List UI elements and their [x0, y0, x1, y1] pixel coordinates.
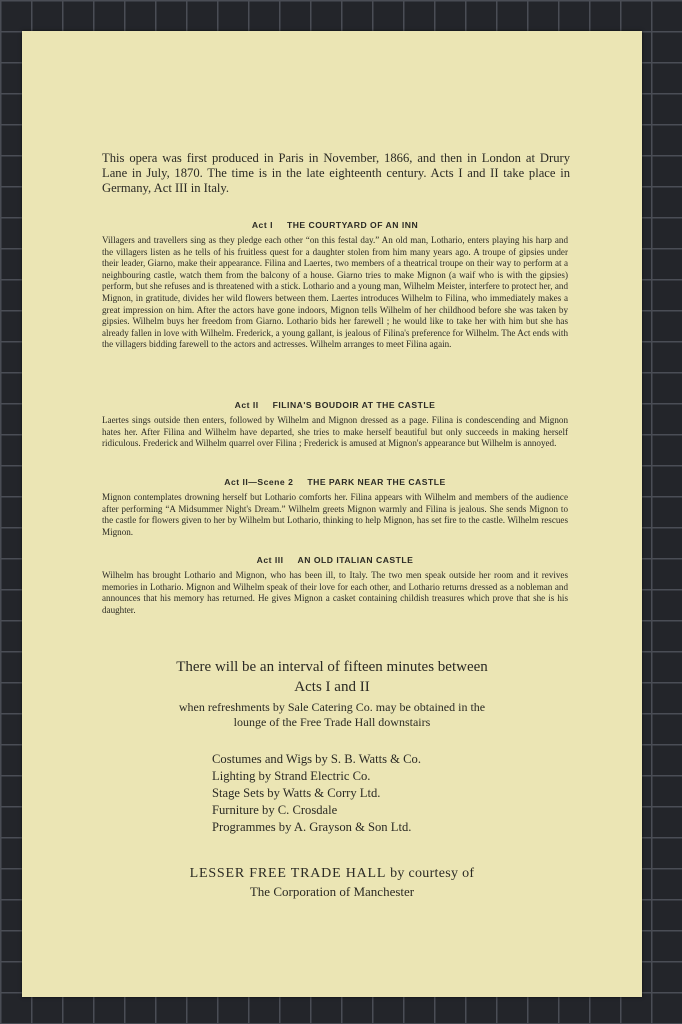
act-synopsis: Mignon contemplates drowning herself but Lothario comforts her. Filina appears with Wilhelm and members of the audience after performing “A Midsummer Night's Dream.” Wilhelm greets Mignon warmly and Filina is jealous. She sends Mignon to the castle for flowers given to her by Wilhelm but Lothario, thinking to help Mignon, has set fire to the castle. Wilhelm rescues Mignon.: [102, 492, 568, 537]
courtesy-text: by courtesy of: [390, 866, 475, 881]
credit-line: Furniture by C. Crosdale: [212, 803, 338, 817]
act-synopsis: Villagers and travellers sing as they pledge each other “on this festal day.” An old man, Lothario, enters playing his harp and the villagers listen as he tells of his fruitless quest for a daughter stolen from him many years ago. A troupe of gipsies under their leader, Giarno, make their appearance. Filina and Laertes, two members of a theatrical troupe on their way to perform at a neighbouring castle, watch them from the balcony of a house. Giarno tries to make Mignon (a waif who is with the gipsies) perform, but she refuses and is threatened with a stick. Lothario and a young man, Wilhelm Meister, interfere to protect her, and Mignon, in gratitude, divides her wild flowers between them. Laertes introduces Wilhelm to Filina, who immediately makes a great impression on him. After the actors have gone indoors, Mignon tells Wilhelm of her childhood before she was taken by gipsies. Wilhelm buys her freedom from Giarno. Lothario bids her farewell ; he would like to take her with him but she has already fallen in love with Wilhelm. Frederick, a young gallant, is jealous of Filina's preference for Wilhelm. The Act ends with the villagers bidding farewell to the actors and actresses. Wilhelm arranges to meet Filina again.: [102, 235, 568, 350]
act-synopsis: Wilhelm has brought Lothario and Mignon, who has been ill, to Italy. The two men speak outside her room and it revives memories in Lothario. Mignon and Wilhelm speak of their love for each other, and Lothario returns dressed as a nobleman and announces that his memory has returned. He gives Mignon a casket containing childish treasures which prove that she is his daughter.: [102, 570, 568, 615]
act-label: Act II: [234, 400, 259, 410]
interval-line-3: when refreshments by Sale Catering Co. may be obtained in the: [178, 700, 486, 714]
act-heading: [102, 400, 568, 410]
act-synopsis: Laertes sings outside then enters, followed by Wilhelm and Mignon dressed as a page. Filina is condescending and Mignon hates her. After Filina and Wilhelm have departed, she tries to make herself beautiful but only succeeds in making herself ridiculous. Frederick and Wilhelm quarrel over Filina ; Frederick is amused at Mignon's appearance but Wilhelm is annoyed.: [102, 415, 568, 449]
credit-line: Costumes and Wigs by S. B. Watts & Co.: [212, 752, 421, 766]
act-heading: [102, 220, 568, 230]
interval-notice: [132, 657, 532, 730]
venue-line: [112, 864, 552, 883]
interval-line-4: lounge of the Free Trade Hall downstairs: [233, 715, 431, 729]
act-title: AN OLD ITALIAN CASTLE: [297, 555, 414, 565]
credit-line: Stage Sets by Watts & Corry Ltd.: [212, 786, 381, 800]
credit-line: Programmes by A. Grayson & Son Ltd.: [212, 820, 412, 834]
credit-line: Lighting by Strand Electric Co.: [212, 769, 371, 783]
act-heading: [102, 477, 568, 487]
act-2-section: [102, 400, 568, 450]
act-title: THE COURTYARD OF AN INN: [286, 220, 419, 230]
venue-name: LESSER FREE TRADE HALL: [189, 866, 387, 881]
corporation-line: The Corporation of Manchester: [249, 884, 415, 899]
act-heading: [102, 555, 568, 565]
act-label: Act II—Scene 2: [224, 477, 294, 487]
venue-footer: [112, 864, 552, 901]
intro-paragraph: This opera was first produced in Paris in November, 1866, and then in London at Drury Lane in July, 1870. The time is in the late eighteenth century. Acts I and II take place in Germany, Act III in Italy.: [102, 151, 570, 195]
act-title: THE PARK NEAR THE CASTLE: [307, 477, 446, 487]
act-1-section: [102, 220, 568, 351]
act-2-scene-2-section: [102, 477, 568, 538]
programme-page: [22, 31, 642, 997]
act-label: Act III: [256, 555, 284, 565]
interval-line-1: There will be an interval of fifteen minutes between: [176, 659, 488, 675]
credits-list: [212, 751, 542, 836]
act-title: FILINA'S BOUDOIR AT THE CASTLE: [272, 400, 436, 410]
act-label: Act I: [251, 220, 273, 230]
act-3-section: [102, 555, 568, 616]
interval-line-2: Acts I and II: [294, 679, 370, 695]
